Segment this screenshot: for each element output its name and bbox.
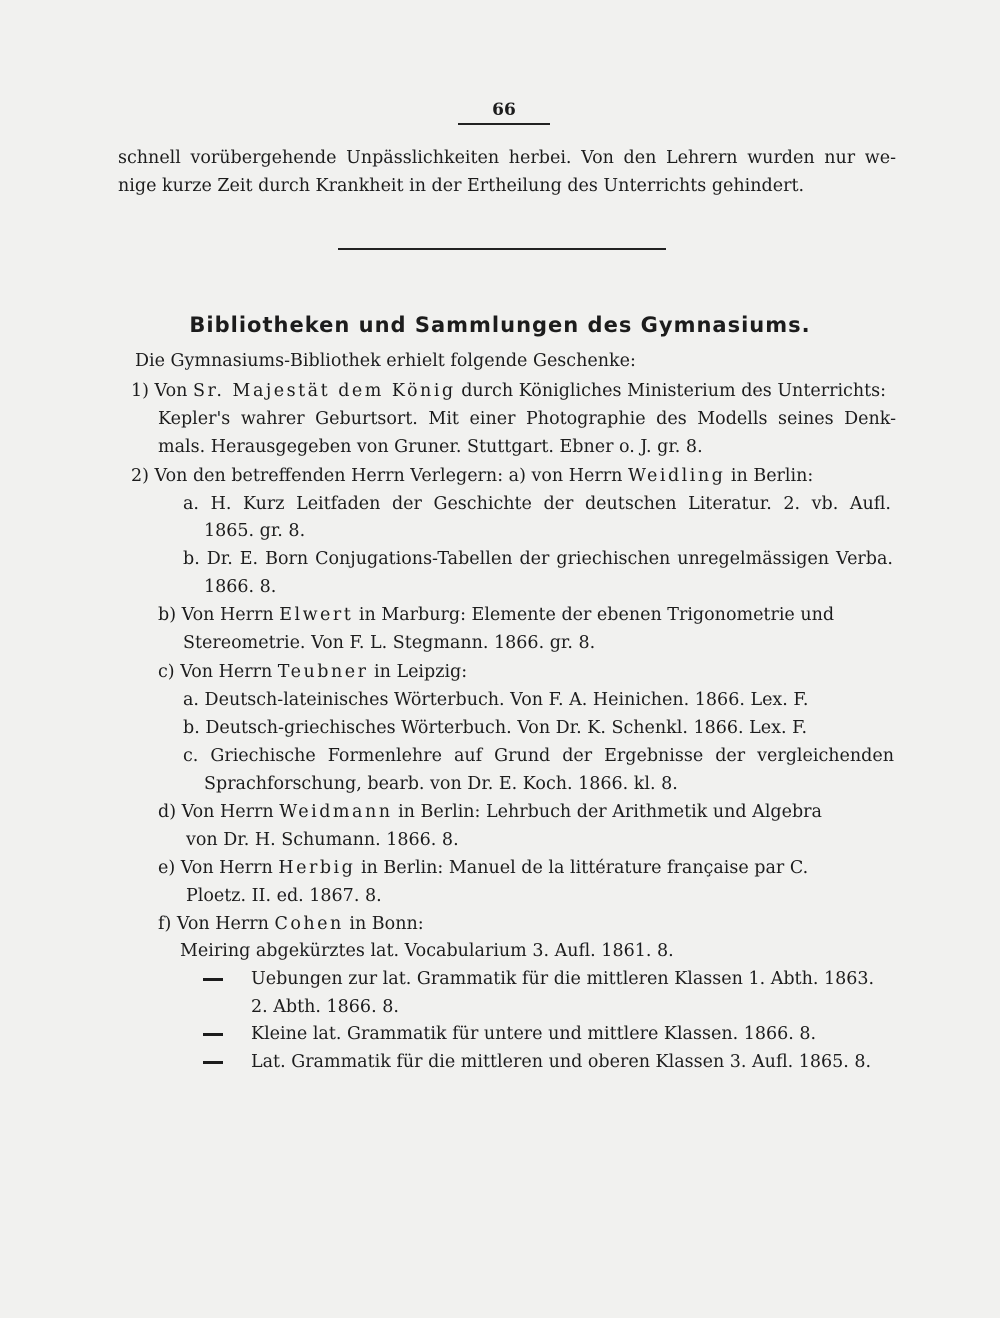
- item-2-line-1: [131, 465, 813, 487]
- item-d-line-1: [158, 801, 822, 823]
- item-b-line-1: [158, 604, 834, 626]
- item-2b-line-1: b. Dr. E. Born Conjugations-Tabellen der griechischen unregelmässigen Verba.: [183, 549, 893, 569]
- em-dash-mark: [203, 1033, 223, 1036]
- item-d-pre: d) Von Herrn: [158, 802, 274, 822]
- item-1-number: 1): [131, 381, 149, 401]
- item-b-line-2: Stereometrie. Von F. L. Stegmann. 1866. gr. 8.: [183, 633, 596, 653]
- item-e-pre: e) Von Herrn: [158, 858, 273, 878]
- item-e-line-1: [158, 857, 808, 879]
- item-2-post: in Berlin:: [730, 466, 814, 486]
- item-b-post: in Marburg: Elemente der ebenen Trigonometrie und: [358, 605, 835, 625]
- item-e-donor: Herbig: [278, 858, 356, 878]
- item-c-post: in Leipzig:: [374, 662, 468, 682]
- item-f-donor: Cohen: [274, 914, 344, 934]
- item-f-dash-3: [203, 1051, 871, 1073]
- item-f-dash-2-text: Kleine lat. Grammatik für untere und mittlere Klassen. 1866. 8.: [251, 1024, 817, 1044]
- item-c-line-1: [158, 661, 467, 683]
- intro-line-2: nige kurze Zeit durch Krankheit in der Ertheilung des Unterrichts gehindert.: [118, 176, 805, 196]
- item-f-dash-1-line-2: 2. Abth. 1866. 8.: [251, 997, 399, 1017]
- intro-line-1: schnell vorübergehende Unpässlichkeiten herbei. Von den Lehrern wurden nur we-: [118, 148, 896, 168]
- item-2-donor: Weidling: [627, 466, 726, 486]
- item-1-post: durch Königliches Ministerium des Unterrichts:: [461, 381, 887, 401]
- item-2-pre: Von den betreffenden Herrn Verlegern: a) von Herrn: [154, 466, 623, 486]
- item-f-dash-1-text: Uebungen zur lat. Grammatik für die mittleren Klassen 1. Abth. 1863.: [251, 969, 875, 989]
- page-number: 66: [492, 100, 516, 120]
- item-f-dash-1-line-1: [203, 968, 874, 990]
- item-f-dash-2: [203, 1023, 816, 1045]
- item-2a-line-2: 1865. gr. 8.: [204, 521, 306, 541]
- item-c-donor: Teubner: [277, 662, 369, 682]
- item-f-meiring: Meiring abgekürztes lat. Vocabularium 3. Aufl. 1861. 8.: [180, 941, 674, 961]
- item-1-line-2: Kepler's wahrer Geburtsort. Mit einer Photographie des Modells seines Denk-: [158, 409, 896, 429]
- em-dash-mark: [203, 1061, 223, 1064]
- item-c-c-line-1: c. Griechische Formenlehre auf Grund der Ergebnisse der vergleichenden: [183, 746, 894, 766]
- item-2b-line-2: 1866. 8.: [204, 577, 277, 597]
- page-number-rule: [458, 123, 550, 125]
- item-f-dash-3-text: Lat. Grammatik für die mittleren und oberen Klassen 3. Aufl. 1865. 8.: [251, 1052, 872, 1072]
- item-f-line-1: [158, 913, 424, 935]
- item-c-pre: c) Von Herrn: [158, 662, 273, 682]
- item-d-donor: Weidmann: [279, 802, 393, 822]
- item-1-pre: Von: [154, 381, 188, 401]
- item-1-line-1: [131, 380, 886, 402]
- item-e-line-2: Ploetz. II. ed. 1867. 8.: [186, 886, 382, 906]
- item-c-c-line-2: Sprachforschung, bearb. von Dr. E. Koch. 1866. kl. 8.: [204, 774, 678, 794]
- section-divider: [338, 248, 666, 250]
- item-e-post: in Berlin: Manuel de la littérature française par C.: [360, 858, 809, 878]
- item-d-post: in Berlin: Lehrbuch der Arithmetik und Algebra: [398, 802, 822, 822]
- section-heading: Bibliotheken und Sammlungen des Gymnasiums.: [189, 313, 811, 337]
- item-c-a: a. Deutsch-lateinisches Wörterbuch. Von F. A. Heinichen. 1866. Lex. F.: [183, 690, 809, 710]
- item-f-pre: f) Von Herrn: [158, 914, 269, 934]
- item-1-donor: Sr. Majestät dem König: [192, 381, 456, 401]
- item-1-line-3: mals. Herausgegeben von Gruner. Stuttgart. Ebner o. J. gr. 8.: [158, 437, 703, 457]
- item-c-b: b. Deutsch-griechisches Wörterbuch. Von Dr. K. Schenkl. 1866. Lex. F.: [183, 718, 808, 738]
- item-f-post: in Bonn:: [349, 914, 424, 934]
- item-2a-line-1: a. H. Kurz Leitfaden der Geschichte der deutschen Literatur. 2. vb. Aufl.: [183, 494, 891, 514]
- em-dash-mark: [203, 978, 223, 981]
- lead-line: Die Gymnasiums-Bibliothek erhielt folgende Geschenke:: [135, 351, 636, 371]
- item-2-number: 2): [131, 466, 149, 486]
- item-d-line-2: von Dr. H. Schumann. 1866. 8.: [186, 830, 459, 850]
- item-b-donor: Elwert: [279, 605, 354, 625]
- item-b-pre: b) Von Herrn: [158, 605, 274, 625]
